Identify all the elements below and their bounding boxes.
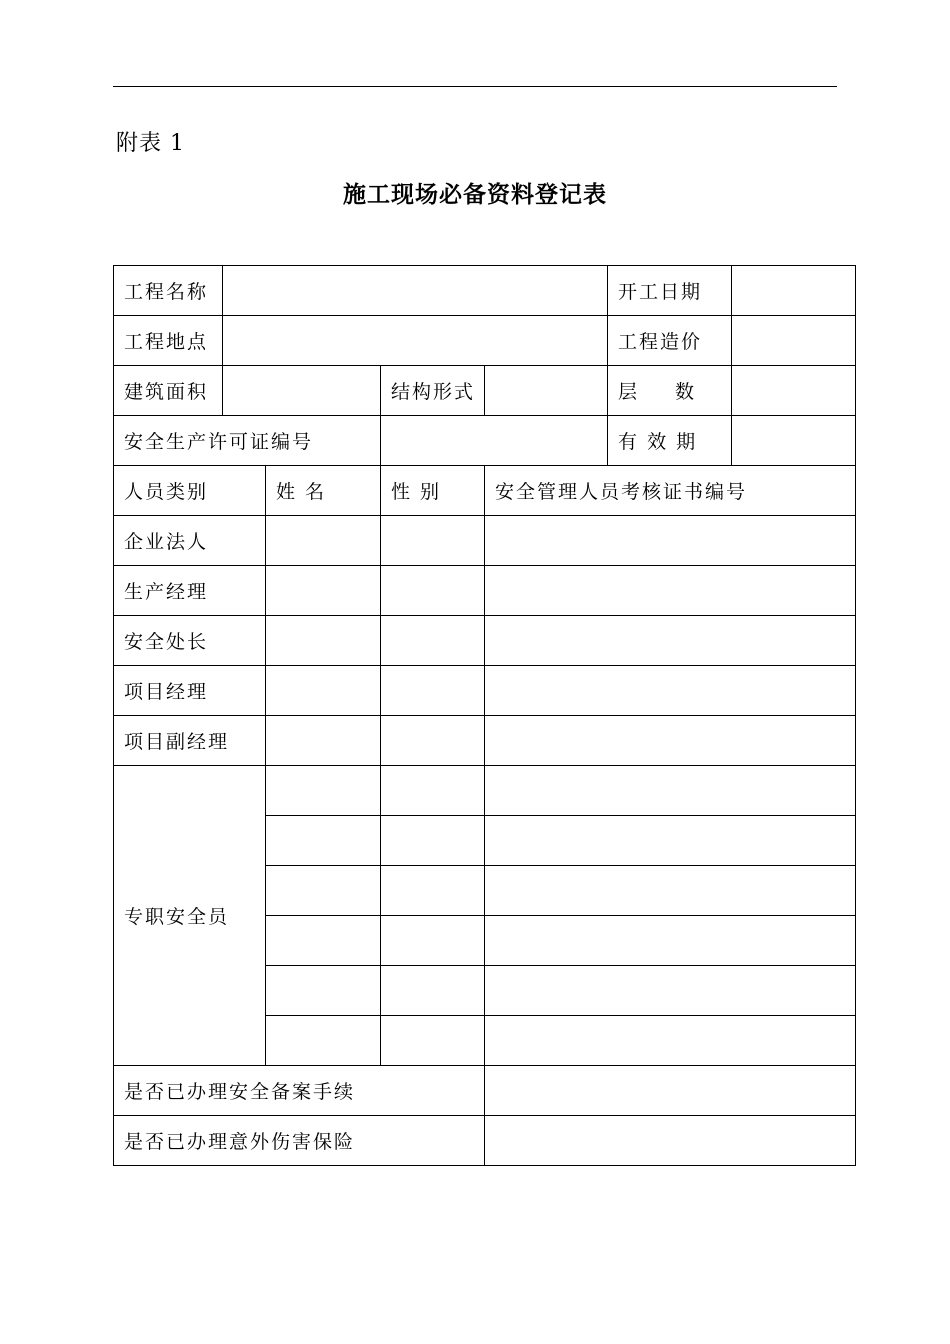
cell-name[interactable] xyxy=(266,666,381,716)
value-start-date[interactable] xyxy=(732,266,856,316)
value-accident-insurance[interactable] xyxy=(485,1116,856,1166)
value-project-cost[interactable] xyxy=(732,316,856,366)
cell-gender[interactable] xyxy=(381,866,485,916)
registration-table xyxy=(113,265,856,1166)
row-safety-director xyxy=(114,616,856,666)
cell-gender[interactable] xyxy=(381,916,485,966)
cell-gender[interactable] xyxy=(381,1016,485,1066)
cell-certificate[interactable] xyxy=(485,516,856,566)
label-start-date: 开工日期 xyxy=(608,266,732,316)
row-accident-insurance xyxy=(114,1116,856,1166)
label-structure-type: 结构形式 xyxy=(381,366,485,416)
value-project-name[interactable] xyxy=(223,266,608,316)
cell-name[interactable] xyxy=(266,866,381,916)
cell-certificate[interactable] xyxy=(485,816,856,866)
label-project-name: 工程名称 xyxy=(114,266,223,316)
header-name: 姓 名 xyxy=(266,466,381,516)
cell-name[interactable] xyxy=(266,916,381,966)
value-building-area[interactable] xyxy=(223,366,381,416)
value-validity[interactable] xyxy=(732,416,856,466)
label-building-area: 建筑面积 xyxy=(114,366,223,416)
row-personnel-header xyxy=(114,466,856,516)
row-safety-license xyxy=(114,416,856,466)
row-project-name xyxy=(114,266,856,316)
role-production-manager: 生产经理 xyxy=(114,566,266,616)
cell-certificate[interactable] xyxy=(485,666,856,716)
cell-certificate[interactable] xyxy=(485,966,856,1016)
row-project-location xyxy=(114,316,856,366)
cell-name[interactable] xyxy=(266,566,381,616)
cell-certificate[interactable] xyxy=(485,916,856,966)
cell-gender[interactable] xyxy=(381,616,485,666)
header-rule xyxy=(113,86,837,87)
cell-certificate[interactable] xyxy=(485,766,856,816)
cell-name[interactable] xyxy=(266,816,381,866)
appendix-label: 附表 1 xyxy=(116,131,185,156)
value-safety-license[interactable] xyxy=(381,416,608,466)
label-safety-filing: 是否已办理安全备案手续 xyxy=(114,1066,485,1116)
cell-gender[interactable] xyxy=(381,566,485,616)
header-role: 人员类别 xyxy=(114,466,266,516)
label-safety-license: 安全生产许可证编号 xyxy=(114,416,381,466)
form-title: 施工现场必备资料登记表 xyxy=(343,182,607,208)
value-structure-type[interactable] xyxy=(485,366,608,416)
cell-certificate[interactable] xyxy=(485,566,856,616)
row-project-manager xyxy=(114,666,856,716)
cell-gender[interactable] xyxy=(381,516,485,566)
cell-certificate[interactable] xyxy=(485,716,856,766)
row-deputy-project-manager xyxy=(114,716,856,766)
cell-name[interactable] xyxy=(266,766,381,816)
label-project-cost: 工程造价 xyxy=(608,316,732,366)
row-legal-person xyxy=(114,516,856,566)
label-project-location: 工程地点 xyxy=(114,316,223,366)
cell-gender[interactable] xyxy=(381,816,485,866)
role-project-manager: 项目经理 xyxy=(114,666,266,716)
role-legal-person: 企业法人 xyxy=(114,516,266,566)
header-gender: 性 别 xyxy=(381,466,485,516)
label-floors: 层 数 xyxy=(608,366,732,416)
row-safety-officer-1 xyxy=(114,766,856,816)
row-building-area xyxy=(114,366,856,416)
cell-gender[interactable] xyxy=(381,666,485,716)
cell-gender[interactable] xyxy=(381,716,485,766)
cell-certificate[interactable] xyxy=(485,616,856,666)
value-project-location[interactable] xyxy=(223,316,608,366)
value-floors[interactable] xyxy=(732,366,856,416)
cell-certificate[interactable] xyxy=(485,1016,856,1066)
cell-gender[interactable] xyxy=(381,766,485,816)
role-safety-officer: 专职安全员 xyxy=(114,766,266,1066)
cell-name[interactable] xyxy=(266,616,381,666)
cell-name[interactable] xyxy=(266,966,381,1016)
cell-name[interactable] xyxy=(266,716,381,766)
cell-gender[interactable] xyxy=(381,966,485,1016)
cell-name[interactable] xyxy=(266,516,381,566)
header-certificate-no: 安全管理人员考核证书编号 xyxy=(485,466,856,516)
value-safety-filing[interactable] xyxy=(485,1066,856,1116)
role-deputy-project-manager: 项目副经理 xyxy=(114,716,266,766)
row-production-manager xyxy=(114,566,856,616)
label-accident-insurance: 是否已办理意外伤害保险 xyxy=(114,1116,485,1166)
row-safety-filing xyxy=(114,1066,856,1116)
label-validity: 有 效 期 xyxy=(608,416,732,466)
cell-name[interactable] xyxy=(266,1016,381,1066)
role-safety-director: 安全处长 xyxy=(114,616,266,666)
cell-certificate[interactable] xyxy=(485,866,856,916)
